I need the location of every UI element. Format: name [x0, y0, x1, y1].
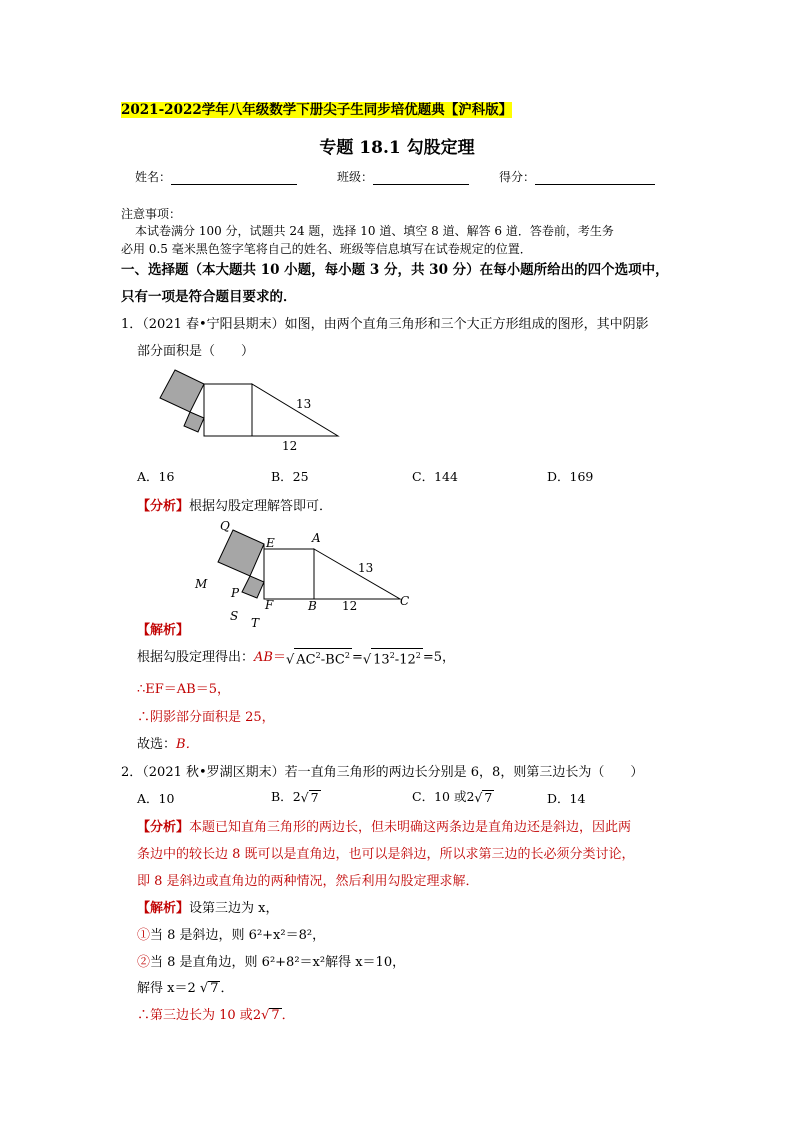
q2-case2-text: 当 8 是直角边，则 6²+8²＝x²解得 x＝10，: [150, 955, 406, 970]
fig2-label-s: S: [230, 609, 239, 623]
banner-text: 学年八年级数学下册尖子生同步培优题典【沪科版】: [201, 102, 513, 118]
q2-case1: [137, 924, 325, 943]
fig1-middle-square: [204, 384, 252, 436]
q1-rad1-b: -BC: [320, 652, 345, 668]
q1-stem-line2: 部分面积是（ ）: [137, 344, 255, 359]
q1-solution-tag: 【解析】: [137, 623, 190, 638]
q2-solution-tag: 【解析】: [137, 901, 190, 916]
q1-sol-eq: ＝: [272, 650, 286, 665]
q2-option-b-sqrt: √ 7: [300, 790, 319, 805]
q1-rad1-sup-a: 2: [315, 650, 321, 660]
name-blank: [171, 171, 297, 185]
fig2-label-p: P: [231, 586, 240, 600]
banner-years: 2021-2022: [121, 102, 202, 118]
score-blank: [535, 171, 655, 185]
q1-answer-prefix: 故选：: [137, 737, 177, 752]
q2-option-c-label: C．10 或: [412, 789, 467, 804]
fig2-label-13: 13: [358, 561, 374, 575]
q2-case1-text: 当 8 是斜边，则 6²+x²＝8²，: [150, 928, 326, 943]
fig2-label-a: A: [312, 531, 321, 545]
fig2-label-t: T: [251, 616, 260, 630]
fig2-label-e: E: [266, 536, 275, 550]
q2-solve-suffix: ．: [220, 981, 234, 996]
name-label: 姓名：: [135, 170, 172, 184]
q1-rad2-b: -12: [394, 652, 416, 668]
fig2-large-square: [218, 530, 264, 576]
q2-option-c: [412, 787, 494, 805]
q1-step1: ∴EF＝AB＝5，: [137, 682, 230, 697]
q1-answer: [137, 733, 199, 752]
q2-case1-num: ①: [137, 928, 151, 943]
q1-rad1-sup-b: 2: [344, 650, 350, 660]
fig2-middle-square: [264, 549, 314, 599]
q1-analysis-text: 根据勾股定理解答即可．: [189, 499, 333, 514]
q1-rad2-sup-a: 2: [389, 650, 395, 660]
q2-option-c-sqrt: √ 7: [474, 790, 493, 805]
fig1-label-13: 13: [296, 397, 312, 411]
fig2-label-m: M: [195, 577, 208, 591]
q2-solution-intro-text: 设第三边为 x，: [189, 901, 279, 916]
page-title: 专题 18.1 勾股定理: [319, 138, 475, 158]
q2-solution-intro: [137, 897, 278, 916]
q2-analysis-text1: 本题已知直角三角形的两边长，但未明确这两条边是直角边还是斜边，因此两: [189, 820, 632, 835]
section1-line1: 一、选择题（本大题共 10 小题，每小题 3 分，共 30 分）在每小题所给出的四个选项中，: [121, 262, 669, 278]
q1-option-d: D．169: [547, 469, 594, 484]
fig2-label-q: Q: [220, 519, 230, 533]
q2-option-b-radicand: 7: [310, 790, 319, 805]
q1-figure: [150, 362, 350, 454]
fig1-small-square: [184, 412, 204, 432]
section1-line2: 只有一项是符合题目要求的．: [121, 289, 297, 305]
class-field: [337, 168, 469, 185]
q1-option-b: B．25: [271, 469, 309, 484]
q2-solve: [137, 977, 233, 996]
class-label: 班级：: [337, 170, 374, 184]
notice-line2: 必用 0.5 毫米黑色签字笔将自己的姓名、班级等信息填写在试卷规定的位置．: [121, 242, 532, 256]
q1-rad1-a: AC: [296, 652, 316, 668]
q2-conclusion-prefix: ∴第三边长为 10 或: [137, 1008, 253, 1023]
q2-option-d: D．14: [547, 791, 586, 806]
q2-analysis-line3: 即 8 是斜边或直角边的两种情况，然后利用勾股定理求解．: [137, 874, 479, 889]
q2-option-b-label: B．: [271, 789, 293, 804]
q1-analysis: [137, 495, 332, 514]
q2-option-c-radicand: 7: [484, 790, 493, 805]
score-label: 得分：: [499, 170, 536, 184]
q2-analysis-tag: 【分析】: [137, 820, 190, 835]
name-field: [135, 168, 297, 185]
q1-rad2-a: 13: [373, 652, 390, 668]
notice-line1: 本试卷满分 100 分，试题共 24 题，选择 10 道、填空 8 道、解答 6 道．答卷前，考生务: [135, 224, 614, 238]
q2-option-c-coef: 2: [466, 789, 475, 804]
q2-option-b-coef: 2: [292, 789, 301, 804]
q2-conclusion-suffix: ．: [281, 1008, 295, 1023]
q1-sol-result: =5，: [422, 650, 455, 665]
fig2-label-f: F: [265, 598, 274, 612]
q1-sqrt-2: √ $13^2-12^2$: [363, 648, 423, 667]
q1-option-a: A．16: [137, 469, 175, 484]
q1-sol-prefix: 根据勾股定理得出：: [137, 650, 255, 665]
q1-option-c: C．144: [412, 469, 458, 484]
q1-sqrt-1: √ $AC^2-BC^2$: [286, 648, 352, 667]
fig2-label-b: B: [308, 599, 317, 613]
fig2-label-12: 12: [342, 599, 358, 613]
fig1-triangle: [252, 384, 338, 436]
q2-conclusion: [137, 1004, 295, 1023]
q1-analysis-tag: 【分析】: [137, 499, 190, 514]
fig1-large-square: [160, 370, 204, 412]
fig2-triangle: [314, 549, 400, 599]
q2-solve-radicand: 7: [210, 981, 219, 996]
q1-step2: ∴阴影部分面积是 25，: [137, 710, 275, 725]
class-blank: [373, 171, 469, 185]
q1-sol-eq2: =: [351, 650, 363, 665]
q2-analysis-line2: 条边中的较长边 8 既可以是直角边，也可以是斜边，所以求第三边的长必须分类讨论，: [137, 847, 635, 862]
q2-option-b: [271, 787, 321, 805]
fig2-small-square: [242, 576, 264, 598]
series-banner: [121, 98, 512, 118]
q1-analysis-figure: [190, 516, 418, 632]
q2-case2-num: ②: [137, 955, 151, 970]
notice-heading: 注意事项：: [121, 207, 182, 221]
q2-conclusion-radicand: 7: [271, 1008, 280, 1023]
q2-solve-sqrt: √ 7: [199, 981, 219, 996]
q1-answer-value: B．: [176, 737, 199, 752]
q2-analysis-line1: [137, 816, 631, 835]
q2-stem: 2．（2021 秋•罗湖区期末）若一直角三角形的两边长分别是 6，8，则第三边长为（ ）: [121, 765, 644, 780]
q2-case2: [137, 951, 405, 970]
score-field: [499, 168, 655, 185]
fig2-label-c: C: [400, 594, 410, 608]
q1-stem-line1: 1．（2021 春•宁阳县期末）如图，由两个直角三角形和三个大正方形组成的图形，其中阴影: [121, 317, 649, 332]
q2-conclusion-coef: 2: [252, 1008, 262, 1023]
q1-solution-formula: [137, 646, 455, 667]
q2-conclusion-sqrt: √ 7: [261, 1008, 280, 1023]
q1-sol-ab: AB: [254, 650, 273, 665]
q1-rad2-sup-b: 2: [415, 650, 421, 660]
q2-option-a: A．10: [137, 791, 175, 806]
fig1-label-12: 12: [282, 439, 298, 453]
q2-solve-prefix: 解得 x＝2: [137, 981, 196, 996]
